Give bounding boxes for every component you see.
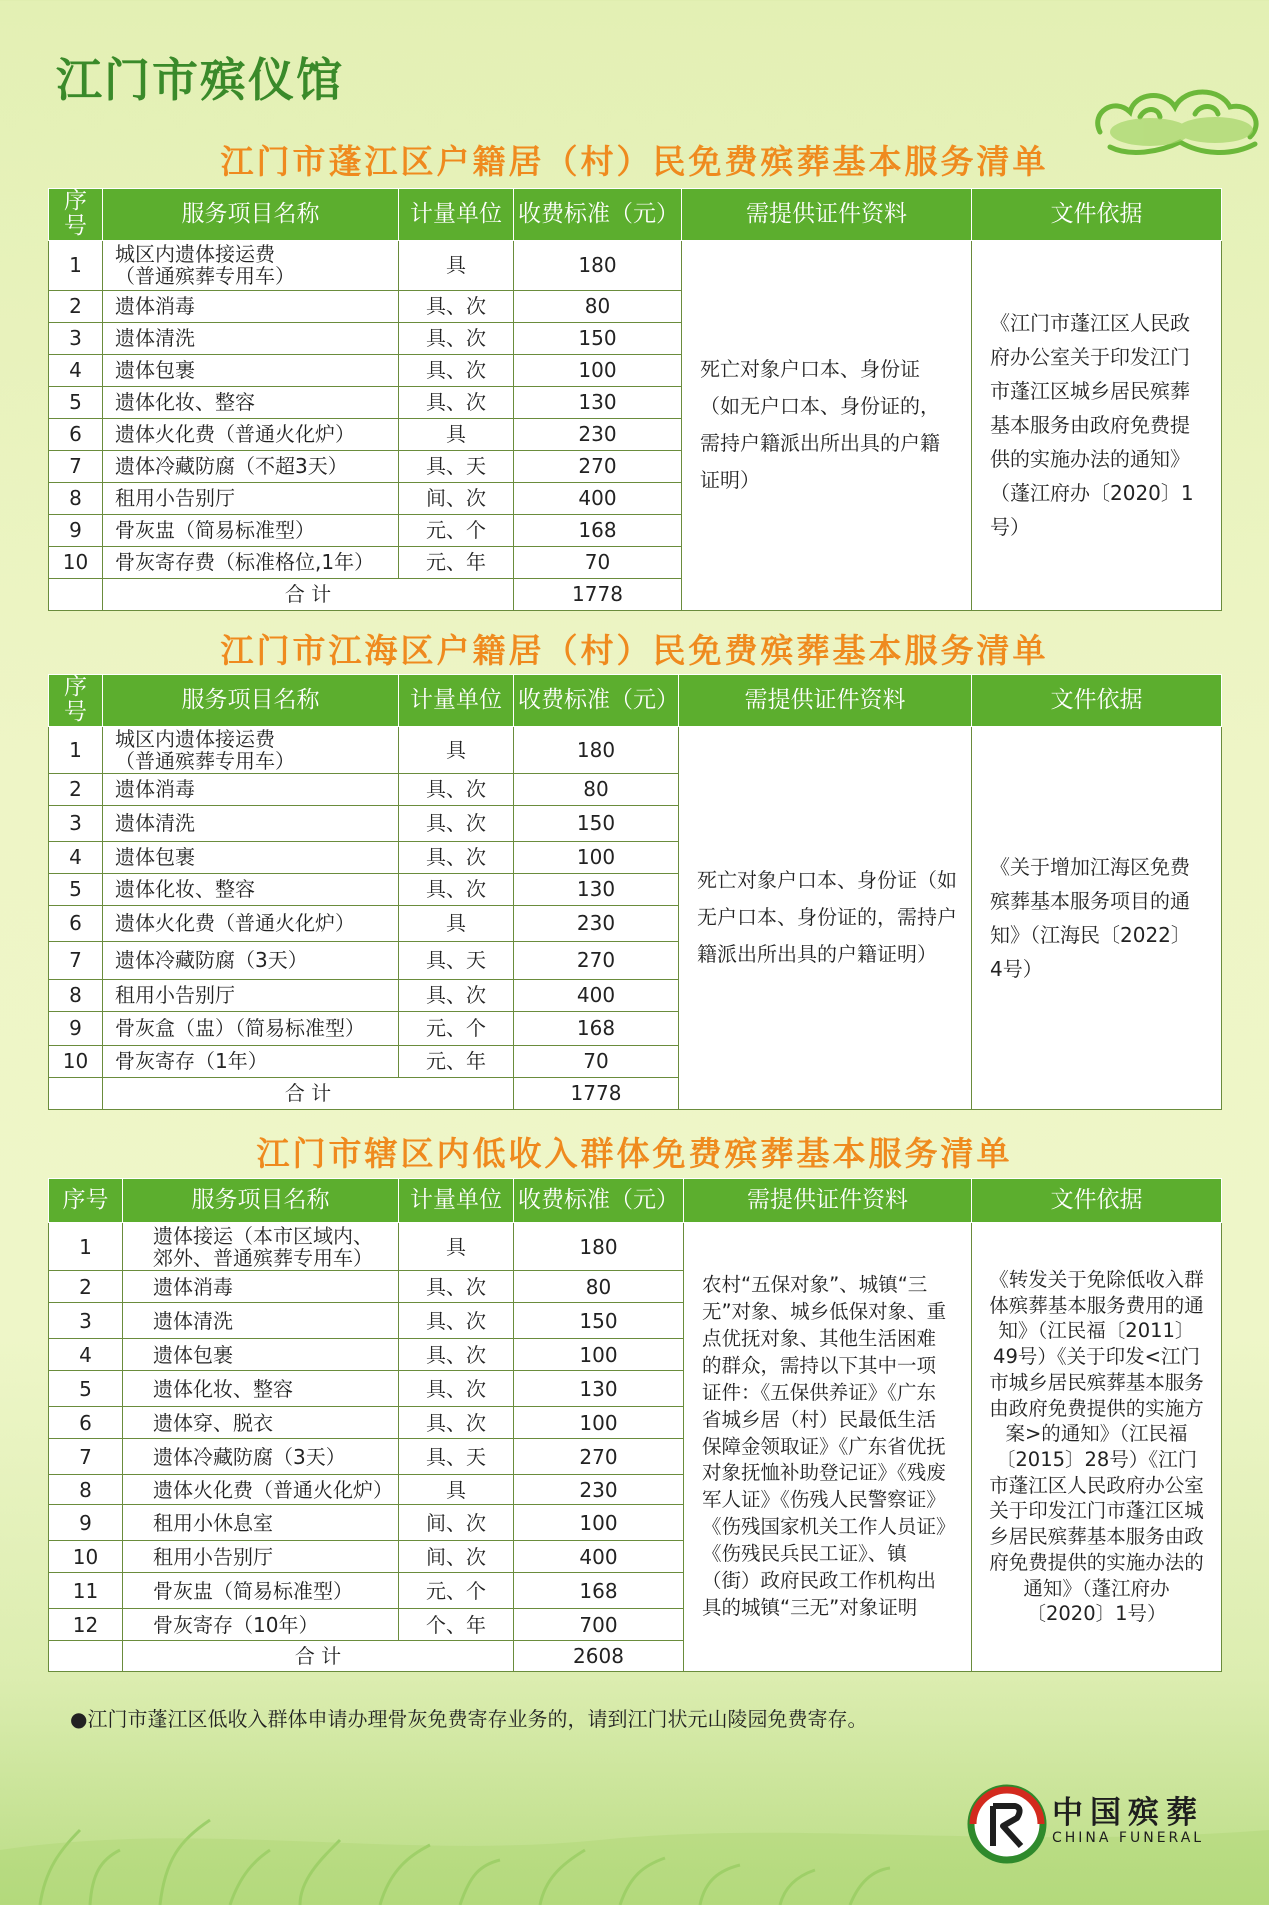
row-no: 4 xyxy=(49,354,103,386)
row-fee: 230 xyxy=(514,1475,684,1505)
section-title-pengjiang: 江门市蓬江区户籍居（村）民免费殡葬基本服务清单 xyxy=(220,142,1049,181)
col-fee: 收费标准（元） xyxy=(514,1179,684,1223)
col-name: 服务项目名称 xyxy=(103,675,399,727)
row-fee: 270 xyxy=(514,1439,684,1475)
row-no: 6 xyxy=(49,1407,123,1439)
row-service-name: 租用小告别厅 xyxy=(103,979,399,1011)
row-service-name: 骨灰盅（简易标准型） xyxy=(123,1573,399,1609)
row-service-name: 城区内遗体接运费 （普通殡葬专用车） xyxy=(103,240,399,290)
row-unit: 个、年 xyxy=(399,1609,514,1641)
row-no: 3 xyxy=(49,322,103,354)
row-service-name: 城区内遗体接运费 （普通殡葬专用车） xyxy=(103,726,399,773)
row-no: 2 xyxy=(49,290,103,322)
row-service-name: 遗体冷藏防腐（不超3天） xyxy=(103,450,399,482)
row-no: 1 xyxy=(49,1223,123,1271)
row-service-name: 遗体包裹 xyxy=(103,841,399,873)
row-unit: 具、次 xyxy=(399,1407,514,1439)
row-fee: 150 xyxy=(514,322,682,354)
org-title: 江门市殡仪馆 xyxy=(56,53,344,107)
col-basis: 文件依据 xyxy=(972,1179,1222,1223)
row-unit: 元、个 xyxy=(399,1011,514,1045)
row-unit: 具 xyxy=(399,1223,514,1271)
col-unit: 计量单位 xyxy=(399,189,514,241)
row-no: 2 xyxy=(49,773,103,805)
row-service-name: 遗体接运（本市区域内、 郊外、普通殡葬专用车） xyxy=(123,1223,399,1271)
row-service-name: 遗体包裹 xyxy=(103,354,399,386)
row-no: 6 xyxy=(49,418,103,450)
row-service-name: 遗体消毒 xyxy=(123,1271,399,1303)
row-fee: 80 xyxy=(514,773,679,805)
row-unit: 具、次 xyxy=(399,1303,514,1339)
row-fee: 400 xyxy=(514,1541,684,1573)
col-no: 序号 xyxy=(49,1179,123,1223)
row-fee: 100 xyxy=(514,354,682,386)
row-fee: 150 xyxy=(514,805,679,841)
document-basis: 《转发关于免除低收入群体殡葬基本服务费用的通知》（江民福〔2011〕49号）《关于印发<江门市城乡居民殡葬基本服务由政府免费提供的实施方案>的通知》（江民福〔2015〕28号）《江门市蓬江区人民政府办公室关于印发江门市蓬江区城乡居民殡葬基本服务由政府免费提供的实施办法的通知》（蓬江府办〔2020〕1号） xyxy=(972,1223,1222,1672)
row-fee: 168 xyxy=(514,1011,679,1045)
row-unit: 具 xyxy=(399,726,514,773)
col-no: 序号 xyxy=(49,189,103,241)
row-service-name: 遗体火化费（普通火化炉） xyxy=(103,418,399,450)
logo-text-cn: 中国殡葬 xyxy=(1052,1795,1204,1831)
total-fee: 1778 xyxy=(514,1077,679,1109)
total-label: 合 计 xyxy=(103,578,514,610)
logo-text-en: CHINA FUNERAL xyxy=(1052,1830,1205,1846)
row-service-name: 遗体消毒 xyxy=(103,773,399,805)
required-documents: 死亡对象户口本、身份证（如无户口本、身份证的，需持户籍派出所出具的户籍证明） xyxy=(679,726,972,1109)
row-no: 5 xyxy=(49,1371,123,1407)
row-no: 2 xyxy=(49,1271,123,1303)
row-no: 7 xyxy=(49,450,103,482)
row-fee: 80 xyxy=(514,290,682,322)
required-documents: 死亡对象户口本、身份证（如无户口本、身份证的，需持户籍派出所出具的户籍证明） xyxy=(682,240,972,610)
required-documents: 农村“五保对象”、城镇“三无”对象、城乡低保对象、重点优抚对象、其他生活困难的群众，需持以下其中一项证件：《五保供养证》《广东省城乡居（村）民最低生活保障金领取证》《广东省优抚对象抚恤补助登记证》《残废军人证》《伤残人民警察证》《伤残国家机关工作人员证》《伤残民兵民工证》、镇（街）政府民政工作机构出具的城镇“三无”对象证明 xyxy=(684,1223,972,1672)
row-service-name: 骨灰寄存（1年） xyxy=(103,1045,399,1077)
service-table-pengjiang xyxy=(48,188,1222,611)
row-fee: 130 xyxy=(514,386,682,418)
row-fee: 400 xyxy=(514,482,682,514)
row-no: 7 xyxy=(49,1439,123,1475)
row-unit: 具、次 xyxy=(399,386,514,418)
col-docs: 需提供证件资料 xyxy=(682,189,972,241)
footnote: ●江门市蓬江区低收入群体申请办理骨灰免费寄存业务的，请到江门状元山陵园免费寄存。 xyxy=(70,1707,868,1731)
row-service-name: 遗体清洗 xyxy=(103,805,399,841)
service-table-low-income xyxy=(48,1178,1222,1672)
row-unit: 间、次 xyxy=(399,1505,514,1541)
row-no: 8 xyxy=(49,1475,123,1505)
row-fee: 230 xyxy=(514,905,679,941)
row-fee: 70 xyxy=(514,546,682,578)
total-label: 合 计 xyxy=(123,1641,514,1672)
row-unit: 具、次 xyxy=(399,805,514,841)
row-service-name: 遗体冷藏防腐（3天） xyxy=(123,1439,399,1475)
row-service-name: 遗体化妆、整容 xyxy=(103,386,399,418)
row-no: 1 xyxy=(49,726,103,773)
row-no: 8 xyxy=(49,979,103,1011)
row-fee: 400 xyxy=(514,979,679,1011)
col-unit: 计量单位 xyxy=(399,675,514,727)
table-row xyxy=(49,1223,1222,1271)
row-unit: 具、次 xyxy=(399,354,514,386)
col-docs: 需提供证件资料 xyxy=(679,675,972,727)
row-service-name: 遗体化妆、整容 xyxy=(103,873,399,905)
row-fee: 180 xyxy=(514,240,682,290)
row-unit: 元、年 xyxy=(399,1045,514,1077)
service-table-jianghai xyxy=(48,674,1222,1110)
section-title-low-income: 江门市辖区内低收入群体免费殡葬基本服务清单 xyxy=(256,1134,1013,1173)
row-fee: 80 xyxy=(514,1271,684,1303)
row-fee: 100 xyxy=(514,1339,684,1371)
row-service-name: 骨灰盅（简易标准型） xyxy=(103,514,399,546)
row-fee: 180 xyxy=(514,726,679,773)
col-fee: 收费标准（元） xyxy=(514,675,679,727)
row-unit: 具、次 xyxy=(399,979,514,1011)
col-no: 序号 xyxy=(49,675,103,727)
row-fee: 70 xyxy=(514,1045,679,1077)
row-service-name: 遗体消毒 xyxy=(103,290,399,322)
total-blank-cell xyxy=(49,1641,123,1672)
row-unit: 间、次 xyxy=(399,482,514,514)
col-name: 服务项目名称 xyxy=(103,189,399,241)
row-no: 3 xyxy=(49,805,103,841)
row-unit: 元、个 xyxy=(399,1573,514,1609)
row-no: 12 xyxy=(49,1609,123,1641)
row-no: 11 xyxy=(49,1573,123,1609)
row-no: 5 xyxy=(49,873,103,905)
row-no: 8 xyxy=(49,482,103,514)
row-fee: 130 xyxy=(514,1371,684,1407)
row-no: 10 xyxy=(49,546,103,578)
row-no: 9 xyxy=(49,1011,103,1045)
document-basis: 《江门市蓬江区人民政府办公室关于印发江门市蓬江区城乡居民殡葬基本服务由政府免费提供的实施办法的通知》（蓬江府办〔2020〕1号） xyxy=(972,240,1222,610)
row-fee: 100 xyxy=(514,841,679,873)
col-basis: 文件依据 xyxy=(972,675,1222,727)
row-no: 5 xyxy=(49,386,103,418)
row-unit: 具 xyxy=(399,240,514,290)
row-service-name: 遗体清洗 xyxy=(123,1303,399,1339)
row-no: 7 xyxy=(49,941,103,979)
total-blank-cell xyxy=(49,578,103,610)
row-service-name: 骨灰寄存费（标准格位,1年） xyxy=(103,546,399,578)
row-unit: 具、次 xyxy=(399,290,514,322)
row-no: 9 xyxy=(49,1505,123,1541)
row-unit: 具、天 xyxy=(399,1439,514,1475)
row-unit: 具 xyxy=(399,905,514,941)
row-fee: 270 xyxy=(514,450,682,482)
row-unit: 具、次 xyxy=(399,773,514,805)
row-service-name: 租用小休息室 xyxy=(123,1505,399,1541)
row-unit: 具 xyxy=(399,1475,514,1505)
row-service-name: 遗体穿、脱衣 xyxy=(123,1407,399,1439)
total-blank-cell xyxy=(49,1077,103,1109)
col-fee: 收费标准（元） xyxy=(514,189,682,241)
row-service-name: 租用小告别厅 xyxy=(103,482,399,514)
row-no: 4 xyxy=(49,841,103,873)
row-unit: 元、个 xyxy=(399,514,514,546)
row-service-name: 遗体冷藏防腐（3天） xyxy=(103,941,399,979)
row-no: 3 xyxy=(49,1303,123,1339)
row-unit: 具、次 xyxy=(399,322,514,354)
row-fee: 130 xyxy=(514,873,679,905)
row-service-name: 遗体火化费（普通火化炉） xyxy=(103,905,399,941)
row-service-name: 遗体化妆、整容 xyxy=(123,1371,399,1407)
col-unit: 计量单位 xyxy=(399,1179,514,1223)
row-fee: 150 xyxy=(514,1303,684,1339)
row-service-name: 骨灰寄存（10年） xyxy=(123,1609,399,1641)
table-row xyxy=(49,726,1222,773)
table-row xyxy=(49,240,1222,290)
row-fee: 700 xyxy=(514,1609,684,1641)
row-fee: 230 xyxy=(514,418,682,450)
row-fee: 270 xyxy=(514,941,679,979)
row-unit: 具 xyxy=(399,418,514,450)
row-no: 4 xyxy=(49,1339,123,1371)
row-no: 6 xyxy=(49,905,103,941)
row-fee: 100 xyxy=(514,1505,684,1541)
row-unit: 具、天 xyxy=(399,450,514,482)
row-unit: 具、次 xyxy=(399,873,514,905)
total-label: 合 计 xyxy=(103,1077,514,1109)
row-unit: 元、年 xyxy=(399,546,514,578)
row-fee: 180 xyxy=(514,1223,684,1271)
col-name: 服务项目名称 xyxy=(123,1179,399,1223)
col-docs: 需提供证件资料 xyxy=(684,1179,972,1223)
row-service-name: 遗体清洗 xyxy=(103,322,399,354)
row-fee: 168 xyxy=(514,514,682,546)
row-fee: 168 xyxy=(514,1573,684,1609)
row-no: 10 xyxy=(49,1045,103,1077)
row-service-name: 遗体火化费（普通火化炉） xyxy=(123,1475,399,1505)
row-no: 1 xyxy=(49,240,103,290)
row-unit: 具、次 xyxy=(399,1271,514,1303)
total-fee: 1778 xyxy=(514,578,682,610)
row-no: 10 xyxy=(49,1541,123,1573)
total-fee: 2608 xyxy=(514,1641,684,1672)
row-unit: 具、次 xyxy=(399,1371,514,1407)
row-unit: 具、天 xyxy=(399,941,514,979)
row-service-name: 租用小告别厅 xyxy=(123,1541,399,1573)
row-unit: 具、次 xyxy=(399,841,514,873)
document-basis: 《关于增加江海区免费殡葬基本服务项目的通知》（江海民〔2022〕4号） xyxy=(972,726,1222,1109)
row-no: 9 xyxy=(49,514,103,546)
row-fee: 100 xyxy=(514,1407,684,1439)
row-service-name: 遗体包裹 xyxy=(123,1339,399,1371)
section-title-jianghai: 江门市江海区户籍居（村）民免费殡葬基本服务清单 xyxy=(220,631,1049,670)
col-basis: 文件依据 xyxy=(972,189,1222,241)
row-service-name: 骨灰盒（盅）（简易标准型） xyxy=(103,1011,399,1045)
row-unit: 间、次 xyxy=(399,1541,514,1573)
row-unit: 具、次 xyxy=(399,1339,514,1371)
